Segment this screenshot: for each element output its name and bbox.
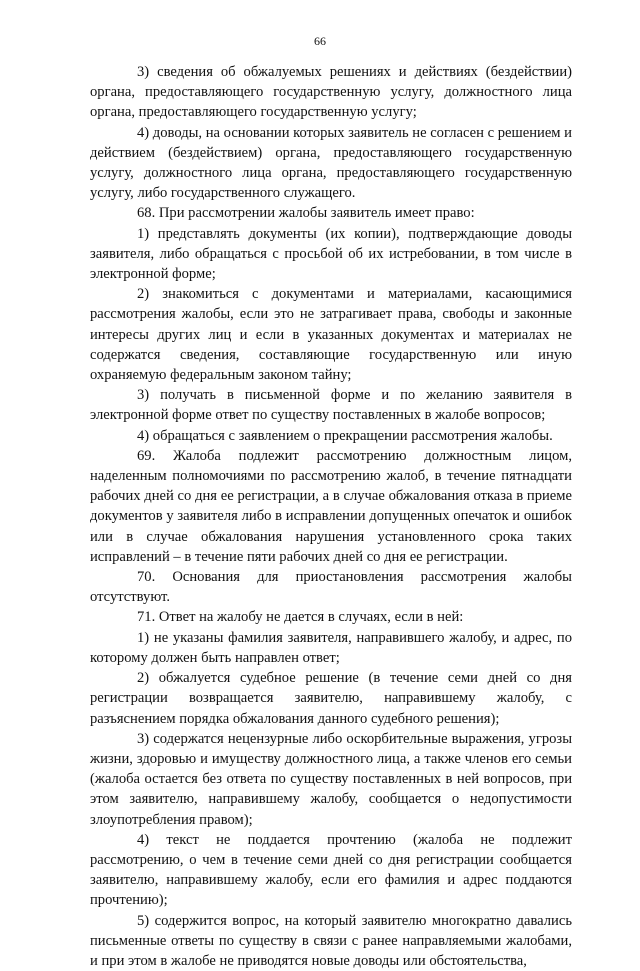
paragraph-71-item-5: 5) содержится вопрос, на который заявителю многократно давались письменные ответы по существу в связи с ранее направляемыми жалобами, и при этом в жалобе не приводятся новые доводы или обстоятельства,: [90, 912, 572, 969]
paragraph-clause-69: 69. Жалоба подлежит рассмотрению должностным лицом, наделенным полномочиями по рассмотрению жалоб, в течение пятнадцати рабочих дней со дня ее регистрации, а в случае обжалования отказа в приеме документов у заявителя либо в исправлении допущенных опечаток и ошибок или в случае обжалования нарушения установленного срока таких исправлений – в течение пяти рабочих дней со дня ее регистрации.: [90, 447, 572, 565]
paragraph-68-item-3: 3) получать в письменной форме и по желанию заявителя в электронной форме ответ по существу поставленных в жалобе вопросов;: [90, 387, 572, 424]
paragraph-68-item-4: 4) обращаться с заявлением о прекращении рассмотрения жалобы.: [137, 427, 553, 444]
paragraph-68-item-1: 1) представлять документы (их копии), подтверждающие доводы заявителя, либо обращаться с просьбой об их истребовании, в том числе в электронной форме;: [90, 225, 572, 283]
paragraph-71-item-2: 2) обжалуется судебное решение (в течение семи дней со дня регистрации возвращается заявителю, направившему жалобу, с разъяснением порядка обжалования данного судебного решения);: [90, 670, 572, 727]
paragraph-clause-70: 70. Основания для приостановления рассмотрения жалобы отсутствуют.: [90, 569, 572, 606]
document-body: [90, 62, 572, 971]
paragraph-clause-68: 68. При рассмотрении жалобы заявитель имеет право:: [137, 205, 475, 222]
paragraph-71-item-3: 3) содержатся нецензурные либо оскорбительные выражения, угрозы жизни, здоровью и имуществу должностного лица, а также членов его семьи (жалоба остается без ответа по существу поставленных в ней вопросов, при этом заявителю, направившему жалобу, сообщается о недопустимости злоупотребления правом);: [90, 730, 572, 828]
paragraph-71-item-1: 1) не указаны фамилия заявителя, направившего жалобу, и адрес, по которому должен быть направлен ответ;: [90, 629, 572, 666]
paragraph-clause-71: 71. Ответ на жалобу не дается в случаях, если в ней:: [137, 609, 464, 626]
paragraph-item-3-sved: 3) сведения об обжалуемых решениях и действиях (бездействии) органа, предоставляющего государственную услугу, должностного лица органа, предоставляющего государственную услугу;: [90, 64, 572, 121]
page-number: 66: [314, 34, 326, 48]
paragraph-68-item-2: 2) знакомиться с документами и материалами, касающимися рассмотрения жалобы, если это не затрагивает права, свободы и законные интересы других лиц и если в указанных документах и материалах не содержатся сведения, составляющие государственную или иную охраняемую федеральным законом тайну;: [90, 286, 572, 384]
paragraph-item-4-dovody: 4) доводы, на основании которых заявитель не согласен с решением и действием (бездействием) органа, предоставляющего государственную услугу, должностного лица органа, предоставляющего государственную услугу, либо государственного служащего.: [90, 124, 572, 202]
paragraph-71-item-4: 4) текст не поддается прочтению (жалоба не подлежит рассмотрению, о чем в течение семи дней со дня регистрации сообщается заявителю, направившему жалобу, если его фамилия и адрес поддаются прочтению);: [90, 831, 572, 909]
